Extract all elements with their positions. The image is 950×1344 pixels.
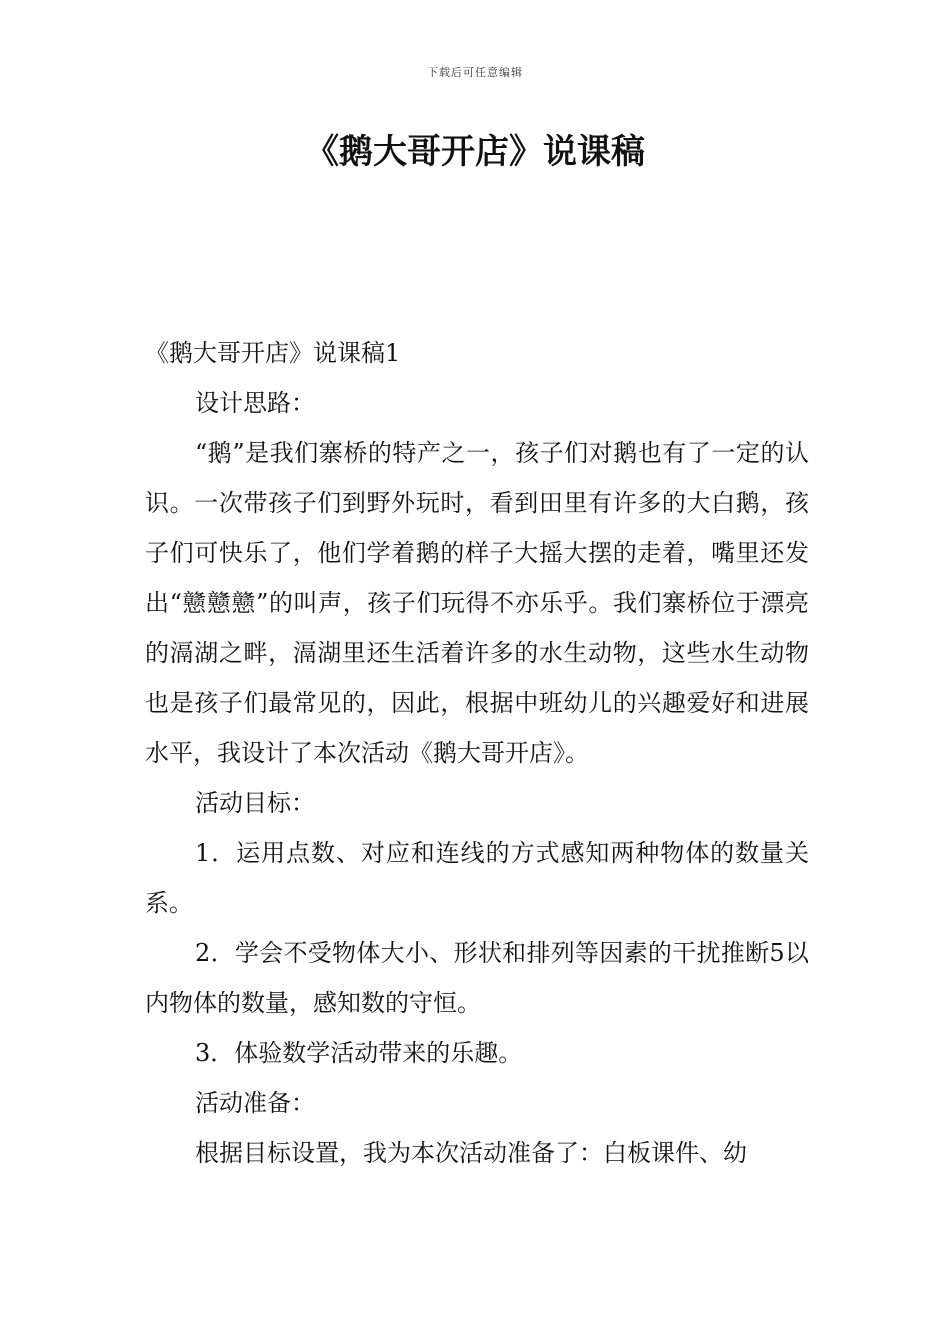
page-header-note: 下载后可任意编辑	[427, 66, 523, 79]
design-thinking-label: 设计思路：	[195, 389, 315, 417]
activity-preparation-label: 活动准备：	[195, 1089, 315, 1117]
section-heading: 《鹅大哥开店》说课稿1	[145, 339, 401, 367]
activity-preparation-paragraph: 根据目标设置，我为本次活动准备了：白板课件、幼	[195, 1139, 747, 1167]
activity-goal-2: 2．学会不受物体大小、形状和排列等因素的干扰推断5以内物体的数量，感知数的守恒。	[145, 939, 809, 1017]
activity-goals-label: 活动目标：	[195, 789, 315, 817]
activity-goal-1: 1．运用点数、对应和连线的方式感知两种物体的数量关系。	[145, 839, 809, 917]
document-title: 《鹅大哥开店》说课稿	[305, 132, 645, 172]
design-thinking-paragraph: “鹅”是我们寨桥的特产之一，孩子们对鹅也有了一定的认识。一次带孩子们到野外玩时，看到田里有许多的大白鹅，孩子们可快乐了，他们学着鹅的样子大摇大摆的走着，嘴里还发出“戆戆戆”的叫声，孩子们玩得不亦乐乎。我们寨桥位于漂亮的滆湖之畔，滆湖里还生活着许多的水生动物，这些水生动物也是孩子们最常见的，因此，根据中班幼儿的兴趣爱好和进展水平，我设计了本次活动《鹅大哥开店》。	[145, 439, 809, 767]
activity-goal-3: 3．体验数学活动带来的乐趣。	[195, 1039, 523, 1067]
document-body	[145, 328, 809, 1178]
